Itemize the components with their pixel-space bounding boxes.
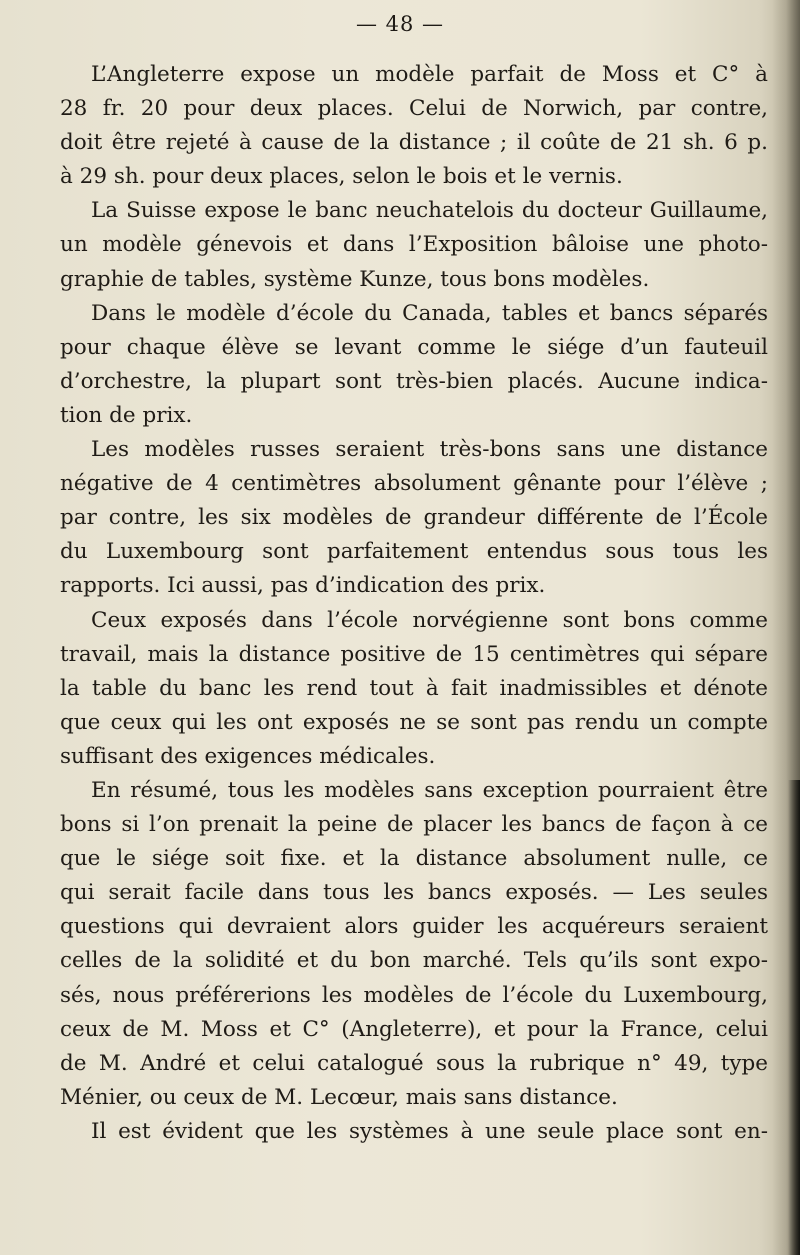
text-line: Ménier, ou ceux de M. Lecœur, mais sans distance. [60,1084,618,1110]
text-line: suffisant des exigences médicales. [60,743,436,769]
text-line: pour chaque élève se levant comme le siége d’un fauteuil [60,334,768,360]
text-line: négative de 4 centimètres absolument gênante pour l’élève ; [60,471,768,497]
text-line: ceux de M. Moss et C° (Angleterre), et pour la France, celui [60,1016,768,1042]
text-line: que le siége soit fixe. et la distance absolument nulle, ce [60,846,768,872]
text-line: doit être rejeté à cause de la distance ; il coûte de 21 sh. 6 p. [60,130,768,156]
text-line: un modèle génevois et dans l’Exposition bâloise une photo- [60,232,768,258]
text-line: à 29 sh. pour deux places, selon le bois et le vernis. [60,164,623,190]
text-line: L’Angleterre expose un modèle parfait de Moss et C° à [91,62,768,87]
page-number: — 48 — [355,12,445,36]
text-line: de M. André et celui catalogué sous la rubrique n° 49, type [60,1050,768,1076]
text-line: par contre, les six modèles de grandeur différente de l’École [60,505,768,531]
text-line: rapports. Ici aussi, pas d’indication des prix. [60,573,546,599]
binding-shadow [788,780,800,1255]
text-line: travail, mais la distance positive de 15 centimètres qui sépare [60,641,768,667]
text-line: qui serait facile dans tous les bancs exposés. — Les seules [60,880,768,906]
text-line: La Suisse expose le banc neuchatelois du docteur Guillaume, [91,198,768,224]
text-line: d’orchestre, la plupart sont très-bien placés. Aucune indica- [60,368,768,394]
body-text [60,58,768,1149]
text-line: la table du banc les rend tout à fait inadmissibles et dénote [60,675,768,701]
text-line: bons si l’on prenait la peine de placer les bancs de façon à ce [60,812,768,838]
text-line: celles de la solidité et du bon marché. Tels qu’ils sont expo- [60,948,768,974]
text-line: du Luxembourg sont parfaitement entendus sous tous les [60,539,768,565]
text-line: Ceux exposés dans l’école norvégienne sont bons comme [91,607,768,633]
text-line: Il est évident que les systèmes à une seule place sont en- [91,1118,768,1144]
text-line: 28 fr. 20 pour deux places. Celui de Norwich, par contre, [60,96,768,122]
text-line: que ceux qui les ont exposés ne se sont pas rendu un compte [60,709,768,735]
text-line: Dans le modèle d’école du Canada, tables et bancs séparés [91,300,768,326]
text-line: graphie de tables, système Kunze, tous bons modèles. [60,266,650,292]
text-line: Les modèles russes seraient très-bons sans une distance [91,437,768,463]
text-line: tion de prix. [60,402,193,428]
text-line: En résumé, tous les modèles sans exception pourraient être [91,777,768,803]
text-line: sés, nous préférerions les modèles de l’école du Luxembourg, [60,982,768,1008]
text-line: questions qui devraient alors guider les acquéreurs seraient [60,914,768,940]
